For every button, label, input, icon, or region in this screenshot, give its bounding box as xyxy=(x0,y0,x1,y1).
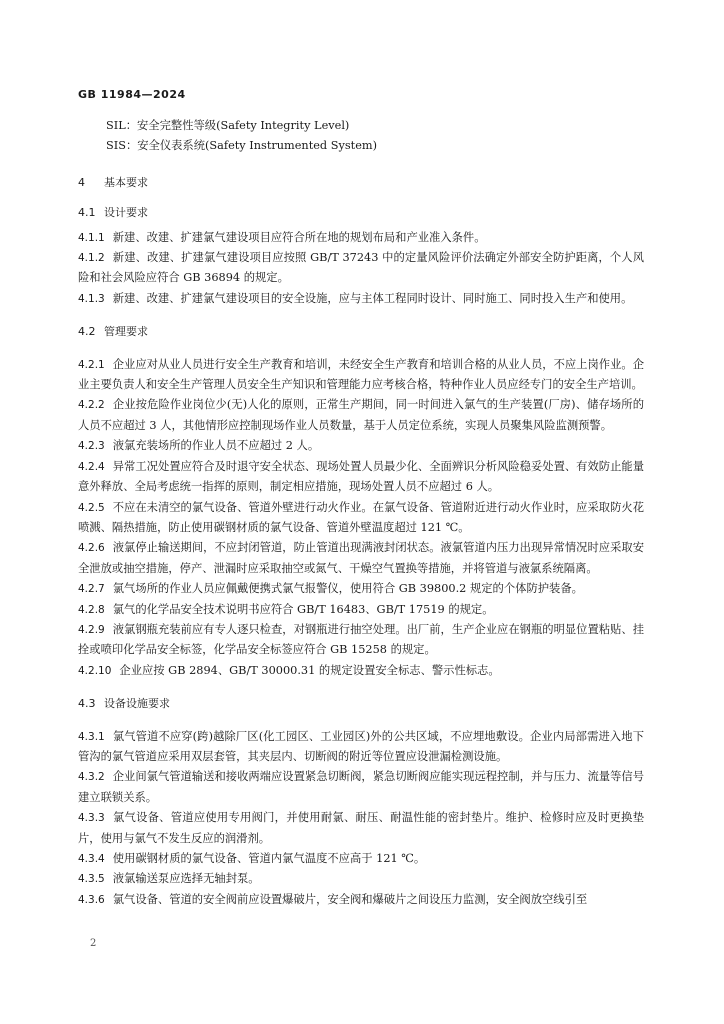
clause-text: 企业应对从业人员进行安全生产教育和培训，未经安全生产教育和培训合格的从业人员，不应上岗作业。企业主要负责人和安全生产管理人员安全生产知识和管理能力应考核合格，特种作业人员应经专门的安全生产培训。 xyxy=(78,357,644,392)
clause-number: 4.2.5 xyxy=(78,501,105,514)
clause-text: 企业按危险作业岗位少(无)人化的原则，正常生产期间，同一时间进入氯气的生产装置(厂房)、储存场所的人员不应超过 3 人，其他情形应控制现场作业人员数量，基于人员定位系统，实现人员聚集风险监测预警。 xyxy=(78,398,644,432)
clause-list xyxy=(78,727,644,911)
section-heading xyxy=(78,173,644,193)
page-content xyxy=(78,116,644,910)
clause-number: 4.2.1 xyxy=(78,358,105,371)
clause-number: 4.1.1 xyxy=(78,231,105,244)
clause-paragraph xyxy=(78,600,644,620)
clause-paragraph xyxy=(78,808,644,849)
clause-number: 4.2.8 xyxy=(78,603,105,616)
clause-text: 新建、改建、扩建氯气建设项目应按照 GB/T 37243 中的定量风险评价法确定外部安全防护距离，个人风险和社会风险应符合 GB 36894 的规定。 xyxy=(78,251,644,285)
clause-text: 氯气设备、管道的安全阀前应设置爆破片，安全阀和爆破片之间设压力监测，安全阀放空线引至 xyxy=(112,892,588,906)
clause-paragraph xyxy=(78,661,644,681)
clause-text: 企业间氯气管道输送和接收两端应设置紧急切断阀，紧急切断阀应能实现远程控制，并与压力、流量等信号建立联锁关系。 xyxy=(78,770,644,804)
standard-header: GB 11984—2024 xyxy=(78,88,186,101)
clause-paragraph xyxy=(78,620,644,661)
page-number: 2 xyxy=(90,938,97,949)
clause-number: 4.3.5 xyxy=(78,873,105,886)
clause-paragraph xyxy=(78,538,644,579)
subsection-heading xyxy=(78,694,644,714)
clause-text: 氯气的化学品安全技术说明书应符合 GB/T 16483、GB/T 17519 的规定。 xyxy=(112,602,494,616)
clause-text: 液氯钢瓶充装前应有专人逐只检查，对钢瓶进行抽空处理。出厂前，生产企业应在钢瓶的明显位置粘贴、挂拴或喷印化学品安全标签，化学品安全标签应符合 GB 15258 的规定。 xyxy=(78,622,644,657)
clause-paragraph xyxy=(78,355,644,396)
clause-number: 4.3.3 xyxy=(78,812,105,825)
abbreviation-entry: SIL：安全完整性等级(Safety Integrity Level) xyxy=(106,119,350,132)
clause-number: 4.3.4 xyxy=(78,853,105,865)
clause-text: 液氯停止输送期间，不应封闭管道，防止管道出现满液封闭状态。液氯管道内压力出现异常情况时应采取安全泄放或抽空措施，停产、泄漏时应采取抽空或氮气、干燥空气置换等措施，并将管道与液氯系统隔离。 xyxy=(78,541,644,575)
clause-number: 4.2.6 xyxy=(78,542,105,555)
section-number: 4 xyxy=(78,175,85,189)
clause-paragraph xyxy=(78,228,644,248)
clause-paragraph xyxy=(78,457,644,498)
clause-text: 新建、改建、扩建氯气建设项目应符合所在地的规划布局和产业准入条件。 xyxy=(112,230,486,244)
clause-paragraph xyxy=(78,436,644,456)
section-number: 4.2 xyxy=(78,325,96,339)
clause-text: 企业应按 GB 2894、GB/T 30000.31 的规定设置安全标志、警示性标志。 xyxy=(119,663,500,677)
clause-text: 使用碳钢材质的氯气设备、管道内氯气温度不应高于 121 ℃。 xyxy=(112,852,426,865)
clause-text: 氯气场所的作业人员应佩戴便携式氯气报警仪，使用符合 GB 39800.2 规定的个体防护装备。 xyxy=(112,582,583,596)
clause-paragraph xyxy=(78,890,644,910)
clause-number: 4.1.3 xyxy=(78,292,105,305)
clause-number: 4.3.2 xyxy=(78,771,105,784)
subsection-heading xyxy=(78,322,644,342)
clause-number: 4.3.6 xyxy=(78,893,105,906)
clause-paragraph xyxy=(78,767,644,808)
clause-text: 液氯充装场所的作业人员不应超过 2 人。 xyxy=(112,439,320,453)
clause-text: 氯气设备、管道应使用专用阀门，并使用耐氯、耐压、耐温性能的密封垫片。维护、检修时应及时更换垫片，使用与氯气不发生反应的润滑剂。 xyxy=(78,811,644,845)
clause-number: 4.3.1 xyxy=(78,730,105,743)
clause-number: 4.2.7 xyxy=(78,583,105,596)
clause-text: 异常工况处置应符合及时退守安全状态、现场处置人员最少化、全面辨识分析风险稳妥处置、有效防止能量意外释放、全局考虑统一指挥的原则，制定相应措施，现场处置人员不应超过 6 人。 xyxy=(78,459,644,494)
section-title: 基本要求 xyxy=(104,175,148,189)
clause-number: 4.2.2 xyxy=(78,399,105,412)
section-number: 4.3 xyxy=(78,697,96,711)
abbreviation-entry: SIS：安全仪表系统(Safety Instrumented System) xyxy=(106,139,378,153)
clause-paragraph xyxy=(78,395,644,436)
clause-number: 4.2.10 xyxy=(78,664,112,677)
clause-paragraph xyxy=(78,849,644,869)
clause-number: 4.2.3 xyxy=(78,440,105,453)
clause-number: 4.1.2 xyxy=(78,252,105,265)
clause-text: 新建、改建、扩建氯气建设项目的安全设施，应与主体工程同时设计、同时施工、同时投入生产和使用。 xyxy=(112,291,633,305)
clause-paragraph xyxy=(78,289,644,309)
subsection-heading xyxy=(78,203,644,223)
clause-paragraph xyxy=(78,727,644,768)
clause-paragraph xyxy=(78,248,644,289)
section-title: 设计要求 xyxy=(104,206,148,220)
section-title: 设备设施要求 xyxy=(104,697,170,711)
clause-number: 4.2.4 xyxy=(78,460,105,473)
clause-paragraph xyxy=(78,498,644,539)
clause-paragraph xyxy=(78,869,644,889)
clause-list xyxy=(78,355,644,682)
clause-list xyxy=(78,228,644,310)
clause-text: 不应在未清空的氯气设备、管道外壁进行动火作业。在氯气设备、管道附近进行动火作业时，应采取防火花喷溅、隔热措施，防止使用碳钢材质的氯气设备、管道外壁温度超过 121 ℃。 xyxy=(78,500,644,534)
clause-text: 液氯输送泵应选择无轴封泵。 xyxy=(112,872,260,886)
section-title: 管理要求 xyxy=(104,325,148,339)
clause-number: 4.2.9 xyxy=(78,623,105,636)
section-number: 4.1 xyxy=(78,206,96,220)
clause-paragraph xyxy=(78,579,644,599)
clause-text: 氯气管道不应穿(跨)越除厂区(化工园区、工业园区)外的公共区域，不应埋地敷设。企业内局部需进入地下管沟的氯气管道应采用双层套管，其夹层内、切断阀的附近等位置应设泄漏检测设施。 xyxy=(78,729,644,763)
